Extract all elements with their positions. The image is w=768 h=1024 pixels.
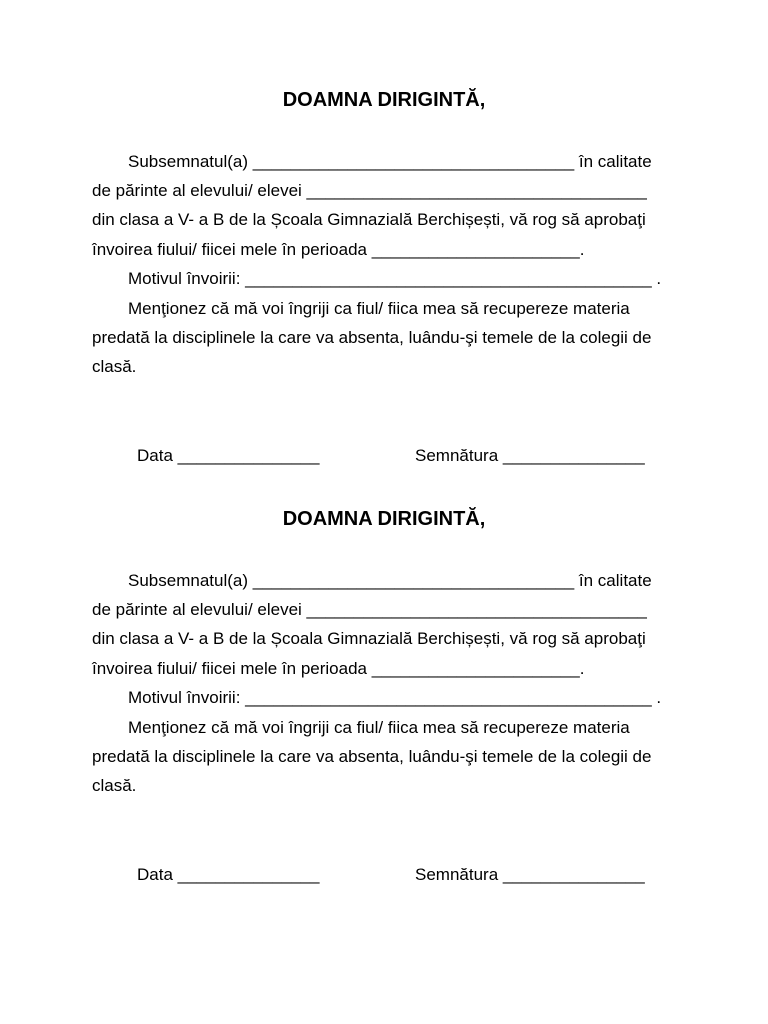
class-school-line: din clasa a V- a B de la Școala Gimnazială Berchișești, vă rog să aprobaţi [92,629,646,648]
commitment-line-2: predată la disciplinele la care va absenta, luându-şi temele de la colegii de [92,328,652,347]
parent-name-line: Subsemnatul(a) __________________________________ în calitate [128,152,652,171]
signature-field: Semnătura _______________ [415,865,645,884]
date-field: Data _______________ [137,865,320,884]
class-school-line: din clasa a V- a B de la Școala Gimnazială Berchișești, vă rog să aprobaţi [92,210,646,229]
student-name-line: de părinte al elevului/ elevei ____________________________________ [92,181,647,200]
form-title: DOAMNA DIRIGINTĂ, [282,89,486,111]
commitment-line-2: predată la disciplinele la care va absenta, luându-şi temele de la colegii de [92,747,652,766]
student-name-line: de părinte al elevului/ elevei ____________________________________ [92,600,647,619]
date-field: Data _______________ [137,446,320,465]
commitment-line-3: clasă. [92,776,137,795]
signature-field: Semnătura _______________ [415,446,645,465]
reason-line: Motivul învoirii: ___________________________________________ . [128,688,662,707]
parent-name-line: Subsemnatul(a) __________________________________ în calitate [128,571,652,590]
period-line: învoirea fiului/ fiicei mele în perioada ______________________. [92,659,585,678]
commitment-line-3: clasă. [92,357,137,376]
form-title: DOAMNA DIRIGINTĂ, [282,508,486,530]
reason-line: Motivul învoirii: ___________________________________________ . [128,269,662,288]
period-line: învoirea fiului/ fiicei mele în perioada ______________________. [92,240,585,259]
commitment-line-1: Menţionez că mă voi îngriji ca fiul/ fiica mea să recupereze materia [128,718,630,737]
commitment-line-1: Menţionez că mă voi îngriji ca fiul/ fiica mea să recupereze materia [128,299,630,318]
